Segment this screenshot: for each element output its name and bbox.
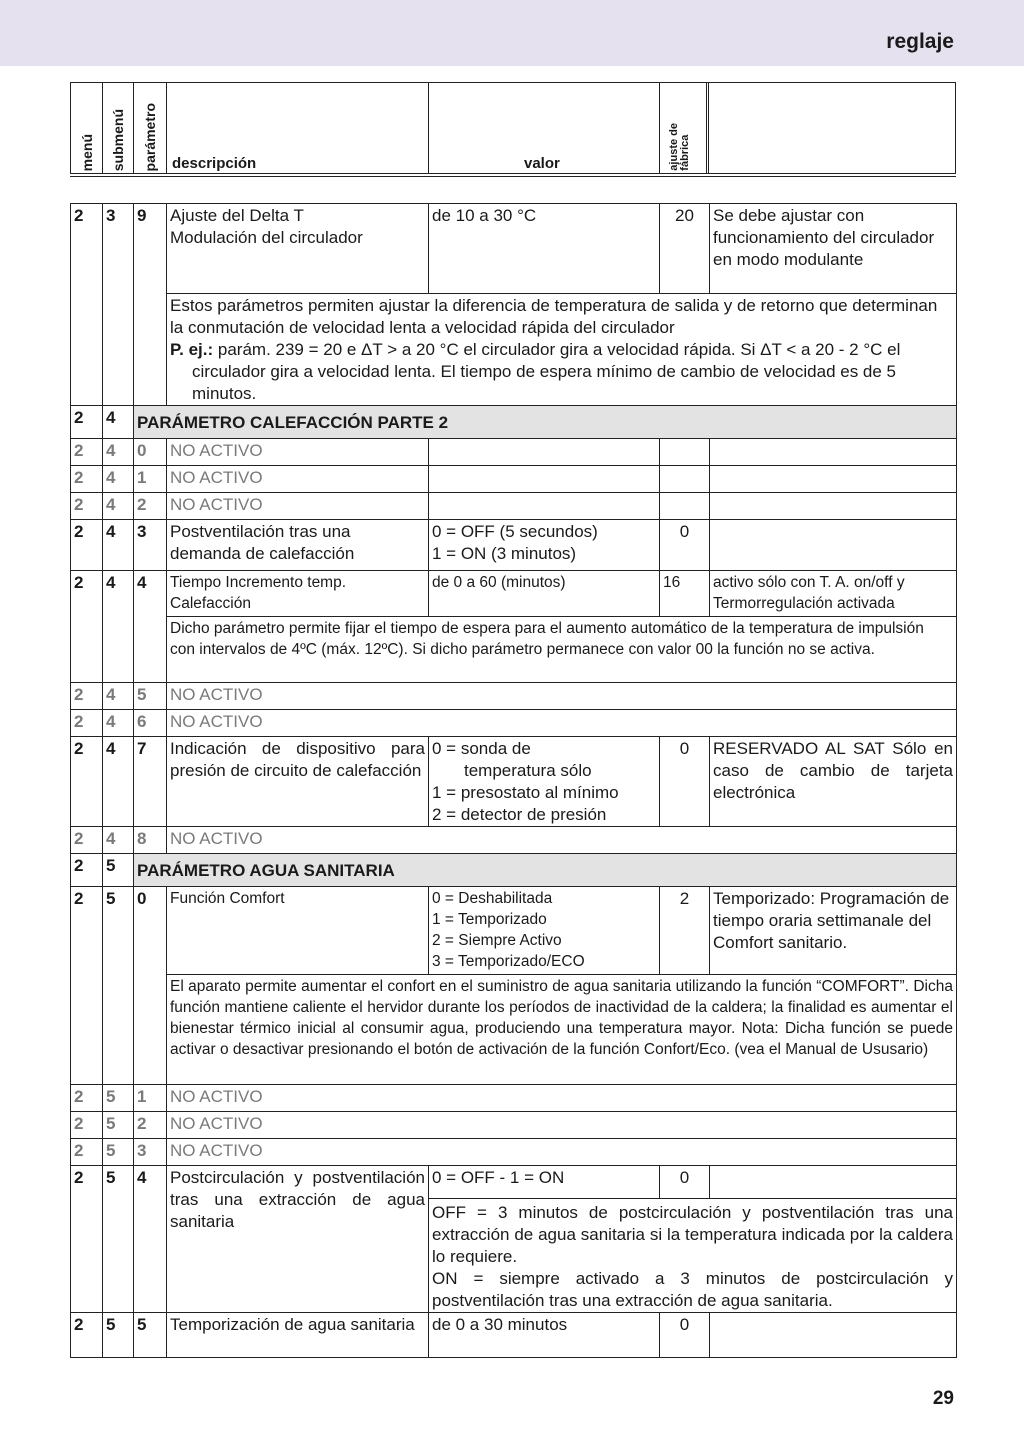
col-ajuste xyxy=(660,83,709,173)
row-menu: 2 xyxy=(71,710,103,737)
row-value: de 10 a 30 °C xyxy=(429,204,660,294)
row-submenu: 4 xyxy=(103,710,134,737)
row-factory-setting: 2 xyxy=(660,887,710,975)
row-factory-setting: 20 xyxy=(660,204,710,294)
row-menu: 2 xyxy=(71,1139,103,1166)
row-menu: 2 xyxy=(71,887,103,1085)
col-menu xyxy=(71,83,103,173)
row-explanation: Dicho parámetro permite fijar el tiempo de espera para el aumento automático de la temperatura de impulsión con intervalos de 4ºC (máx. 12ºC). Si dicho parámetro permanece con valor 00 la función no se activa. xyxy=(167,617,957,683)
table-row xyxy=(71,571,957,617)
col-ajuste-label-1: ajuste de xyxy=(668,123,680,171)
row-parametro: 4 xyxy=(134,571,167,683)
table-row xyxy=(71,466,957,493)
value-option-continued: temperatura sólo xyxy=(464,761,592,780)
column-header xyxy=(70,82,956,174)
col-parametro xyxy=(134,83,167,173)
page-number: 29 xyxy=(932,1388,954,1409)
row-parametro: 3 xyxy=(134,520,167,571)
row-description: NO ACTIVO xyxy=(167,827,957,854)
row-note xyxy=(710,1313,957,1358)
row-value xyxy=(429,520,660,571)
row-description: Función Comfort xyxy=(167,887,429,975)
row-parametro: 9 xyxy=(134,204,167,406)
row-explanation xyxy=(167,294,957,406)
row-description-line: Ajuste del Delta T xyxy=(170,206,304,225)
value-option: 0 = Deshabilitada xyxy=(432,890,553,907)
row-explanation: El aparato permite aumentar el confort en el suministro de agua sanitaria utilizando la función “COMFORT”. Dicha función mantiene caliente el hervidor durante los períodos de inactividad de la caldera; la finalidad es aumentar el bienestar térmico inicial al consumir agua, produciendo una temperatura mayor. Nota: Dicha función se puede activar o desactivar presionando el botón de activación de la función Confort/Eco. (vea el Manual de Ususario) xyxy=(167,975,957,1085)
row-description: NO ACTIVO xyxy=(167,466,429,493)
row-menu: 2 xyxy=(71,827,103,854)
row-parametro: 5 xyxy=(134,683,167,710)
table-row xyxy=(71,204,957,294)
col-submenu-label: submenú xyxy=(110,108,126,171)
row-parametro: 2 xyxy=(134,493,167,520)
row-menu: 2 xyxy=(71,1166,103,1313)
value-option: 1 = presostato al mínimo xyxy=(432,783,619,802)
table-row-explanation xyxy=(71,294,957,406)
row-value: 0 = OFF - 1 = ON xyxy=(429,1166,660,1199)
row-description: Postcirculación y postventilación tras una extracción de agua sanitaria xyxy=(167,1166,429,1313)
row-description: NO ACTIVO xyxy=(167,1085,957,1112)
row-note xyxy=(710,520,957,571)
row-description: NO ACTIVO xyxy=(167,683,957,710)
row-factory-setting: 0 xyxy=(660,737,710,827)
row-parametro: 0 xyxy=(134,439,167,466)
row-menu: 2 xyxy=(71,204,103,406)
table-row-explanation xyxy=(71,975,957,1085)
col-ajuste-label-2: fábrica xyxy=(679,134,691,171)
table-row xyxy=(71,683,957,710)
row-parametro: 5 xyxy=(134,1313,167,1358)
table-row xyxy=(71,1112,957,1139)
explanation-text: ON = siempre activado a 3 minutos de postcirculación y postventilación tras una extracción de agua sanitaria. xyxy=(432,1269,953,1310)
row-factory-setting: 0 xyxy=(660,1166,710,1199)
row-menu: 2 xyxy=(71,493,103,520)
row-parametro: 3 xyxy=(134,1139,167,1166)
example-label: P. ej.: xyxy=(170,340,214,359)
value-option: 0 = sonda de xyxy=(432,739,531,758)
row-note xyxy=(710,493,957,520)
row-parametro: 7 xyxy=(134,737,167,827)
row-submenu: 5 xyxy=(103,1166,134,1313)
row-note: Se debe ajustar con funcionamiento del circulador en modo modulante xyxy=(710,204,957,294)
col-descripcion xyxy=(167,83,429,173)
header-divider xyxy=(70,176,956,177)
row-menu: 2 xyxy=(71,406,103,439)
table-row xyxy=(71,887,957,975)
row-menu: 2 xyxy=(71,737,103,827)
row-description: NO ACTIVO xyxy=(167,493,429,520)
row-note xyxy=(710,439,957,466)
row-parametro: 1 xyxy=(134,466,167,493)
col-menu-label: menú xyxy=(78,133,95,171)
row-note: activo sólo con T. A. on/off y Termorregulación activada xyxy=(710,571,957,617)
value-option: 2 = detector de presión xyxy=(432,805,607,824)
col-ajuste-label xyxy=(669,123,691,171)
table-row xyxy=(71,737,957,827)
row-description: NO ACTIVO xyxy=(167,1112,957,1139)
col-submenu xyxy=(103,83,134,173)
row-submenu: 4 xyxy=(103,493,134,520)
header-band xyxy=(0,0,1024,66)
row-submenu: 5 xyxy=(103,1313,134,1358)
row-submenu: 5 xyxy=(103,887,134,1085)
row-factory-setting: 0 xyxy=(660,1313,710,1358)
row-submenu: 4 xyxy=(103,466,134,493)
table-row xyxy=(71,1085,957,1112)
row-description-line: Modulación del circulador xyxy=(170,228,363,247)
parameter-table xyxy=(70,203,957,1358)
row-factory-setting xyxy=(660,493,710,520)
row-submenu: 4 xyxy=(103,406,134,439)
row-explanation xyxy=(429,1199,957,1313)
col-valor xyxy=(429,83,660,173)
group-title: PARÁMETRO CALEFACCIÓN PARTE 2 xyxy=(134,406,957,439)
row-value xyxy=(429,466,660,493)
row-submenu: 5 xyxy=(103,1139,134,1166)
row-parametro: 8 xyxy=(134,827,167,854)
row-submenu: 4 xyxy=(103,737,134,827)
row-menu: 2 xyxy=(71,683,103,710)
table-row xyxy=(71,710,957,737)
row-note xyxy=(710,1166,957,1199)
table-row xyxy=(71,1139,957,1166)
value-option: 3 = Temporizado/ECO xyxy=(432,953,585,970)
row-value: de 0 a 30 minutos xyxy=(429,1313,660,1358)
row-submenu: 5 xyxy=(103,1112,134,1139)
row-description: Postventilación tras una demanda de calefacción xyxy=(167,520,429,571)
row-factory-setting xyxy=(660,439,710,466)
group-row xyxy=(71,854,957,887)
example-text: parám. 239 = 20 e ΔT > a 20 °C el circulador gira a velocidad rápida. Si ΔT < a 20 - 2 °C el circulador gira a velocidad lenta. El tiempo de espera mínimo de cambio de velocidad es de 5 minutos. xyxy=(192,340,901,403)
row-menu: 2 xyxy=(71,520,103,571)
row-menu: 2 xyxy=(71,1085,103,1112)
row-value xyxy=(429,887,660,975)
row-submenu: 4 xyxy=(103,520,134,571)
value-option: 1 = Temporizado xyxy=(432,911,547,928)
row-parametro: 6 xyxy=(134,710,167,737)
row-submenu: 4 xyxy=(103,683,134,710)
value-option: 1 = ON (3 minutos) xyxy=(432,544,577,563)
row-menu: 2 xyxy=(71,466,103,493)
row-menu: 2 xyxy=(71,571,103,683)
col-valor-label: valor xyxy=(524,155,560,172)
row-value xyxy=(429,493,660,520)
row-note: Temporizado: Programación de tiempo oraria settimanale del Comfort sanitario. xyxy=(710,887,957,975)
value-option: 0 = OFF (5 secundos) xyxy=(432,522,598,541)
table-row xyxy=(71,1166,957,1199)
section-title: reglaje xyxy=(886,30,954,53)
group-row xyxy=(71,406,957,439)
table-row xyxy=(71,439,957,466)
col-descripcion-label: descripción xyxy=(172,155,257,172)
row-submenu: 5 xyxy=(103,854,134,887)
row-value: de 0 a 60 (minutos) xyxy=(429,571,660,617)
row-menu: 2 xyxy=(71,1313,103,1358)
group-title: PARÁMETRO AGUA SANITARIA xyxy=(134,854,957,887)
value-option: 2 = Siempre Activo xyxy=(432,932,562,949)
row-factory-setting xyxy=(660,466,710,493)
explanation-text: OFF = 3 minutos de postcirculación y postventilación tras una extracción de agua sanitaria si la temperatura indicada por la caldera lo requiere. xyxy=(432,1203,953,1266)
row-description: Temporización de agua sanitaria xyxy=(167,1313,429,1358)
row-menu: 2 xyxy=(71,854,103,887)
row-description: NO ACTIVO xyxy=(167,1139,957,1166)
row-description: Tiempo Incremento temp. Calefacción xyxy=(167,571,429,617)
row-menu: 2 xyxy=(71,439,103,466)
row-description xyxy=(167,204,429,294)
row-note: RESERVADO AL SAT Sólo en caso de cambio de tarjeta electrónica xyxy=(710,737,957,827)
table-row xyxy=(71,1313,957,1358)
row-parametro: 4 xyxy=(134,1166,167,1313)
row-value xyxy=(429,439,660,466)
row-parametro: 2 xyxy=(134,1112,167,1139)
table-row xyxy=(71,827,957,854)
explanation-text: Estos parámetros permiten ajustar la diferencia de temperatura de salida y de retorno que determinan la conmutación de velocidad lenta a velocidad rápida del circulador xyxy=(170,296,938,337)
row-description: NO ACTIVO xyxy=(167,439,429,466)
col-parametro-label: parámetro xyxy=(142,102,158,171)
row-submenu: 4 xyxy=(103,827,134,854)
row-factory-setting: 0 xyxy=(660,520,710,571)
row-parametro: 1 xyxy=(134,1085,167,1112)
row-menu: 2 xyxy=(71,1112,103,1139)
row-factory-setting: 16 xyxy=(660,571,710,617)
row-note xyxy=(710,466,957,493)
row-submenu: 4 xyxy=(103,439,134,466)
row-parametro: 0 xyxy=(134,887,167,1085)
table-row xyxy=(71,493,957,520)
table-row-explanation xyxy=(71,617,957,683)
row-submenu: 3 xyxy=(103,204,134,406)
row-description: NO ACTIVO xyxy=(167,710,957,737)
row-value xyxy=(429,737,660,827)
table-row xyxy=(71,520,957,571)
row-submenu: 5 xyxy=(103,1085,134,1112)
row-description: Indicación de dispositivo para presión de circuito de calefacción xyxy=(167,737,429,827)
row-submenu: 4 xyxy=(103,571,134,683)
